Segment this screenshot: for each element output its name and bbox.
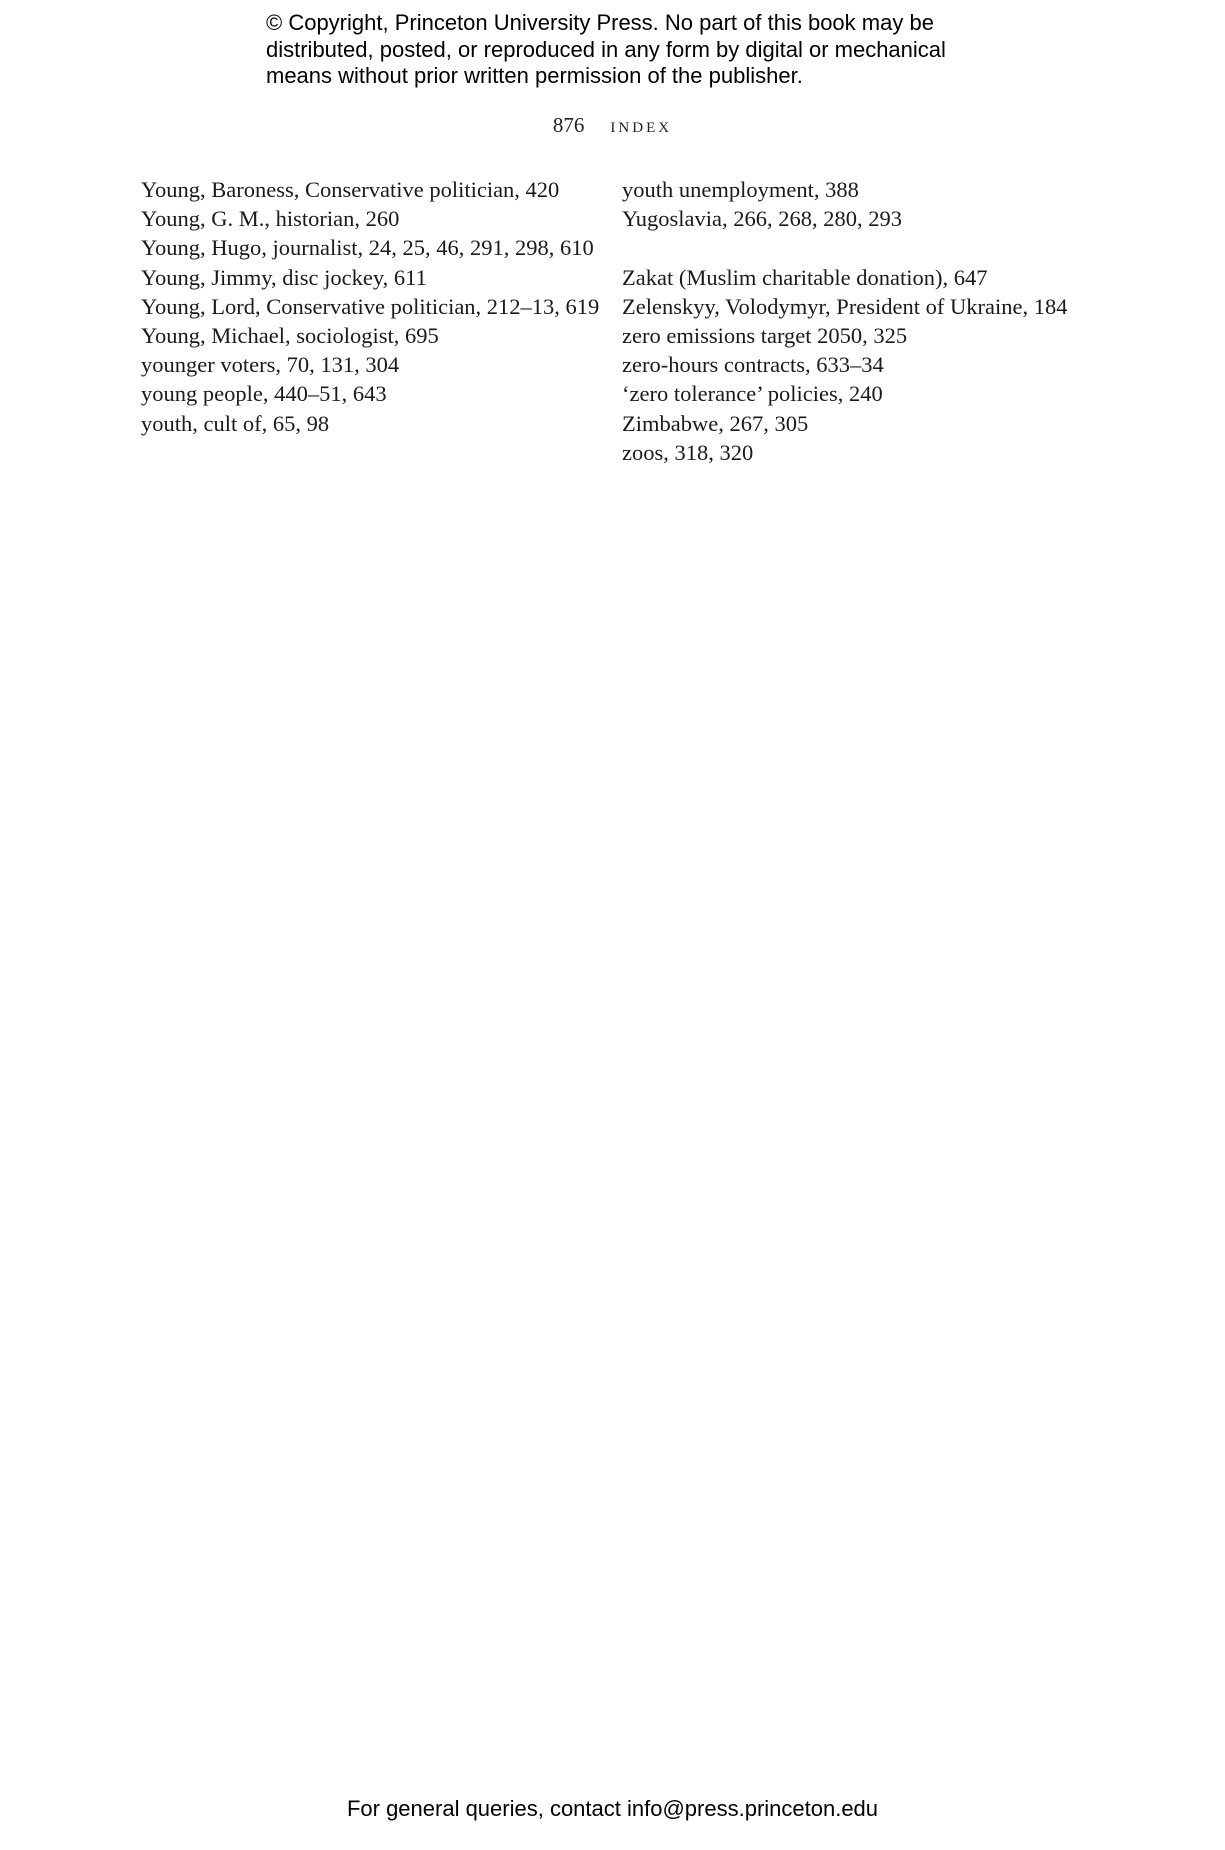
index-entry: Young, Lord, Conservative politician, 212–13, 619: [141, 293, 600, 319]
index-entry: younger voters, 70, 131, 304: [141, 352, 400, 378]
index-entry: Young, Hugo, journalist, 24, 25, 46, 291, 298, 610: [141, 235, 594, 261]
index-entry: young people, 440–51, 643: [141, 381, 387, 407]
copyright-line: means without prior written permission of the publisher.: [266, 63, 803, 88]
index-entry: Young, G. M., historian, 260: [141, 206, 400, 232]
copyright-line: distributed, posted, or reproduced in any form by digital or mechanical: [266, 36, 946, 62]
index-entry: Zakat (Muslim charitable donation), 647: [622, 264, 988, 290]
index-entry: Zelenskyy, Volodymyr, President of Ukraine, 184: [622, 293, 1068, 319]
index-entry: zoos, 318, 320: [622, 439, 754, 465]
index-entry: zero-hours contracts, 633–34: [622, 352, 884, 378]
index-entry: Young, Baroness, Conservative politician, 420: [141, 177, 560, 202]
index-entry: Zimbabwe, 267, 305: [622, 410, 809, 436]
running-head: [0, 112, 1225, 138]
copyright-notice: [266, 10, 1026, 90]
section-title: index: [610, 112, 673, 137]
footer-contact: For general queries, contact info@press.princeton.edu: [346, 1796, 879, 1821]
index-entry: zero emissions target 2050, 325: [622, 323, 908, 348]
copyright-line: © Copyright, Princeton University Press. No part of this book may be: [266, 10, 934, 35]
index-entry: ‘zero tolerance’ policies, 240: [622, 381, 883, 407]
index-entry: Young, Jimmy, disc jockey, 611: [141, 264, 427, 290]
index-entry: Yugoslavia, 266, 268, 280, 293: [622, 206, 902, 232]
index-entry: youth unemployment, 388: [622, 177, 859, 202]
index-column-left: [141, 175, 601, 438]
page-number: 876: [552, 113, 585, 137]
index-entry: youth, cult of, 65, 98: [141, 410, 330, 436]
letter-group-separator: [622, 233, 1092, 262]
index-column-right: [622, 175, 1092, 467]
index-entry: Young, Michael, sociologist, 695: [141, 323, 439, 349]
